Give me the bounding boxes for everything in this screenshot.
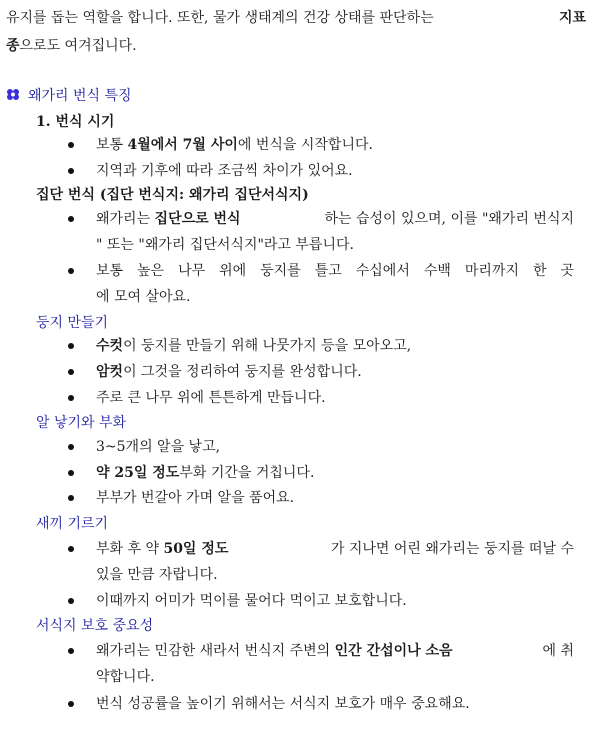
chicks-heading: 새끼 기르기	[36, 516, 109, 532]
list-item-bold: 4월에서 7월 사이	[127, 137, 238, 153]
list-item-text: 보통	[96, 137, 128, 153]
protect-heading: 서식지 보호 중요성	[36, 618, 154, 634]
list-item: 주로 큰 나무 위에 튼튼하게 만듭니다.	[96, 390, 326, 406]
list-item	[96, 537, 574, 561]
list-item	[96, 639, 574, 663]
bullet	[68, 470, 74, 476]
intro-line-2	[6, 34, 137, 58]
list-item-continued: 약합니다.	[96, 669, 155, 685]
timing-heading	[36, 110, 114, 134]
list-item-bold: 집단으로 번식	[154, 211, 241, 227]
colony-heading	[36, 183, 309, 207]
colony-heading-text: 집단 번식 (집단 번식지: 왜가리 집단서식지)	[36, 187, 309, 203]
list-item: 부부가 번갈아 가며 알을 품어요.	[96, 490, 295, 506]
intro-bold-2: 종	[6, 38, 20, 54]
bullet	[68, 546, 74, 552]
bullet	[68, 495, 74, 501]
bullet	[68, 701, 74, 707]
list-item: 보통 높은 나무 위에 둥지를 틀고 수십에서 수백 마리까지 한 곳	[96, 263, 574, 279]
intro-text: 유지를 돕는 역할을 합니다. 또한, 물가 생태계의 건강 상태를 판단하는	[6, 10, 434, 26]
list-item-text: 이 둥지를 만들기 위해 나뭇가지 등을 모아오고,	[123, 338, 412, 354]
list-item: 이때까지 어미가 먹이를 물어다 먹이고 보호합니다.	[96, 593, 407, 609]
list-item-text: 왜가리는	[96, 211, 155, 227]
bullet	[68, 142, 74, 148]
list-item-text: 에 번식을 시작합니다.	[237, 137, 373, 153]
list-item-continued: " 또는 "왜가리 집단서식지"라고 부릅니다.	[96, 237, 354, 253]
list-item: 3~5개의 알을 낳고,	[96, 439, 221, 455]
list-item-text: 왜가리는 민감한 새라서 번식지 주변의	[96, 643, 335, 659]
list-item-text: 부화 후 약	[96, 541, 164, 557]
intro-text-2: 으로도 여겨집니다.	[19, 38, 137, 54]
list-item: 번식 성공률을 높이기 위해서는 서식지 보호가 매우 중요해요.	[96, 696, 470, 712]
list-item-bold: 인간 간섭이나 소음	[334, 643, 453, 659]
list-item-text: 부화 기간을 거칩니다.	[179, 465, 315, 481]
intro-line-1	[6, 6, 586, 30]
list-item-bold: 약 25일 정도	[96, 465, 180, 481]
section-title: 왜가리 번식 특징	[28, 88, 132, 104]
list-item-continued: 에 모여 살아요.	[96, 289, 191, 305]
list-item-bold: 암컷	[96, 364, 124, 380]
timing-heading-text: 1. 번식 시기	[36, 114, 115, 130]
list-item-text: 하는 습성이 있으며, 이를 "왜가리 번식지	[324, 211, 574, 227]
bullet	[68, 444, 74, 450]
list-item-bold: 50일 정도	[163, 541, 229, 557]
bullet	[68, 598, 74, 604]
list-item	[96, 360, 362, 384]
eggs-heading: 알 낳기와 부화	[36, 415, 127, 431]
intro-bold: 지표	[558, 10, 586, 26]
list-item-text: 에 취	[542, 643, 574, 659]
list-item-bold: 수컷	[96, 338, 124, 354]
list-item-continued: 있을 만큼 자랍니다.	[96, 567, 218, 583]
list-item	[96, 461, 314, 485]
list-item: 지역과 기후에 따라 조금씩 차이가 있어요.	[96, 163, 353, 179]
list-item	[96, 207, 574, 231]
bullet	[68, 369, 74, 375]
bullet	[68, 268, 74, 274]
flower-icon	[6, 88, 20, 102]
bullet	[68, 168, 74, 174]
list-item	[96, 334, 411, 358]
bullet	[68, 343, 74, 349]
bullet	[68, 216, 74, 222]
list-item	[96, 133, 373, 157]
bullet	[68, 395, 74, 401]
list-item-text: 이 그것을 정리하여 둥지를 완성합니다.	[123, 364, 362, 380]
list-item-text: 가 지나면 어린 왜가리는 둥지를 떠날 수	[330, 541, 574, 557]
nest-heading: 둥지 만들기	[36, 315, 109, 331]
bullet	[68, 648, 74, 654]
